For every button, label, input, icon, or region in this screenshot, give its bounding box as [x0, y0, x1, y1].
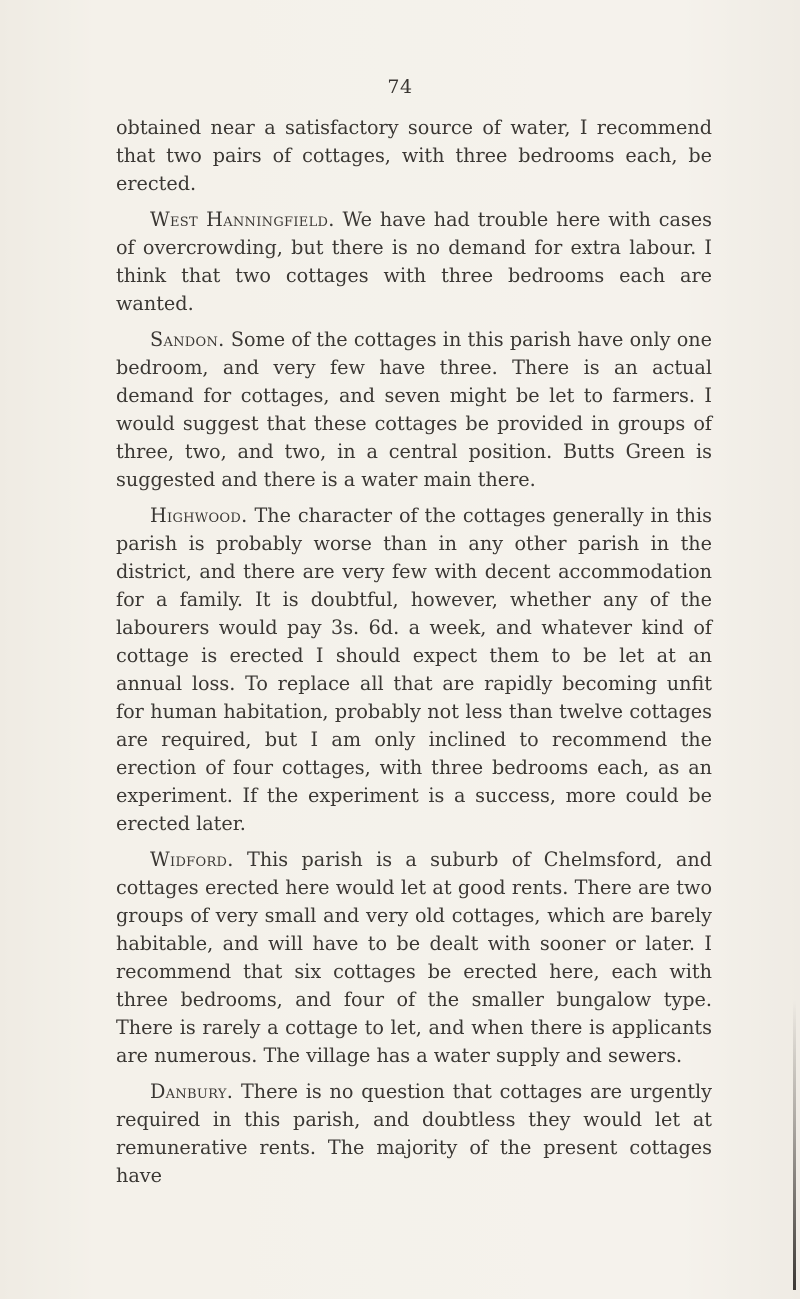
place-heading: West Hanningfield. [150, 208, 335, 231]
place-heading: Danbury. [150, 1080, 234, 1103]
paragraph-widford [116, 846, 712, 1070]
place-heading: Widford. [150, 848, 234, 871]
body-text [116, 114, 712, 1198]
paragraph-highwood [116, 502, 712, 838]
paragraph-text: This parish is a suburb of Chelmsford, and cottages erected here would let at good rents. There are two groups of very small and very old cottages, which are barely habitable, and will have to be dealt with sooner or later. I recommend that six cottages be erected here, each with three bedrooms, and four of the smaller bungalow type. There is rarely a cottage to let, and when there is applicants are numerous. The village has a water supply and sewers. [116, 848, 712, 1067]
paragraph-text: Some of the cottages in this parish have only one bedroom, and very few have three. There is an actual demand for cottages, and seven might be let to farmers. I would suggest that these cottages be provided in groups of three, two, and two, in a central position. Butts Green is suggested and there is a water main there. [116, 328, 713, 491]
paragraph-text: There is no question that cottages are urgently required in this parish, and doubtless they would let at remunerative rents. The majority of the present cottages have [116, 1080, 712, 1187]
place-heading: Sandon. [150, 328, 225, 351]
paragraph-text: We have had trouble here with cases of overcrowding, but there is no demand for extra labour. I think that two cottages with three bedrooms each are wanted. [116, 208, 712, 315]
paragraph-text: The character of the cottages generally in this parish is probably worse than in any other parish in the district, and there are very few with decent accommodation for a family. It is doubtful, however, whether any of the labourers would pay 3s. 6d. a week, and whatever kind of cottage is erected I should expect them to be let at an annual loss. To replace all that are rapidly becoming unfit for human habitation, probably not less than twelve cottages are required, but I am only inclined to recommend the erection of four cottages, with three bedrooms each, as an experiment. If the experiment is a success, more could be erected later. [116, 504, 712, 835]
paragraph-text: obtained near a satisfactory source of water, I recommend that two pairs of cottages, with three bedrooms each, be erected. [116, 116, 712, 195]
place-heading: Highwood. [150, 504, 248, 527]
page-edge-shadow [793, 1000, 796, 1290]
paragraph-sandon [116, 326, 712, 494]
paragraph-continuation [116, 114, 712, 198]
page-number: 74 [387, 76, 413, 98]
paragraph-west-hanningfield [116, 206, 712, 318]
paragraph-danbury [116, 1078, 712, 1190]
